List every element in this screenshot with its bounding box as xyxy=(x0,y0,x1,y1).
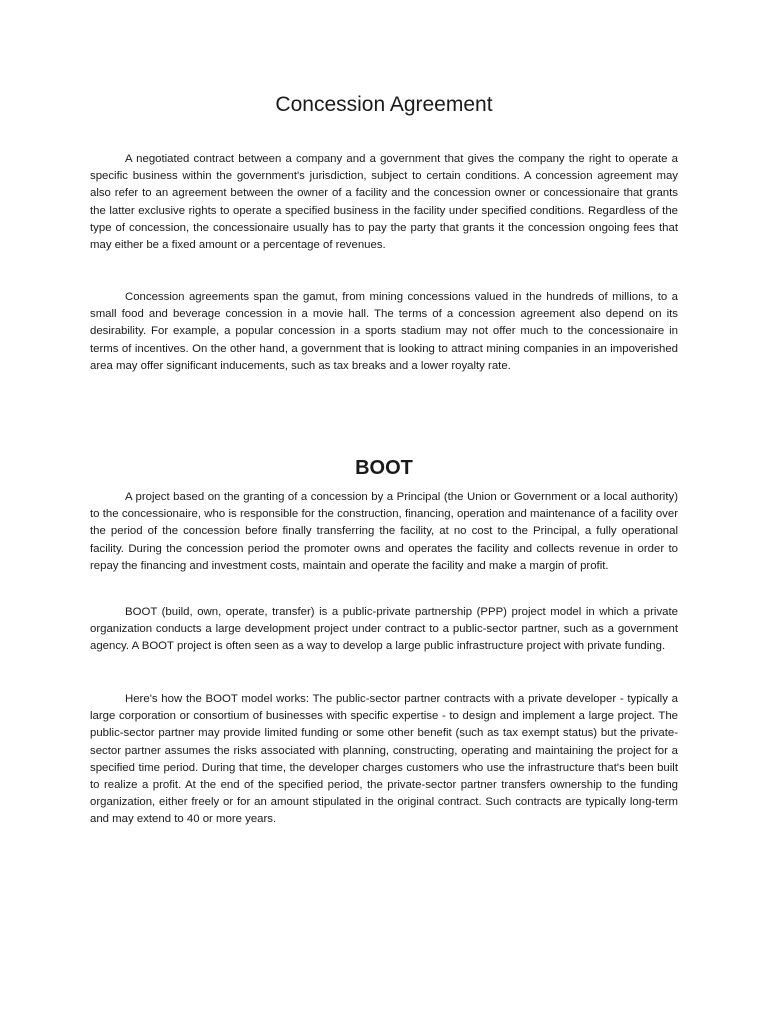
boot-section-heading: BOOT xyxy=(355,457,413,479)
intro-paragraph-1: A negotiated contract between a company and a government that gives the company the right to operate a specific business within the government's jurisdiction, subject to certain conditions. A concession agreement may also refer to an agreement between the owner of a facility and the concession owner or concessionaire that grants the latter exclusive rights to operate a specified business in the facility under specified conditions. Regardless of the type of concession, the concessionaire usually has to pay the party that grants it the concession ongoing fees that may either be a fixed amount or a percentage of revenues. xyxy=(90,153,678,252)
intro-paragraph-2: Concession agreements span the gamut, from mining concessions valued in the hundreds of millions, to a small food and beverage concession in a movie hall. The terms of a concession agreement also depend on its desirability. For example, a popular concession in a sports stadium may not offer much to the concessionaire in terms of incentives. On the other hand, a government that is looking to attract mining companies in an impoverished area may offer significant inducements, such as tax breaks and a lower royalty rate. xyxy=(90,291,678,372)
boot-paragraph-1: A project based on the granting of a concession by a Principal (the Union or Government or a local authority) to the concessionaire, who is responsible for the construction, financing, operation and maintenance of a facility over the period of the concession before finally transferring the facility, at no cost to the Principal, a fully operational facility. During the concession period the promoter owns and operates the facility and collects revenue in order to repay the financing and investment costs, maintain and operate the facility and make a margin of profit. xyxy=(90,491,678,572)
boot-paragraph-2: BOOT (build, own, operate, transfer) is a public-private partnership (PPP) project model in which a private organization conducts a large development project under contract to a public-sector partner, such as a government agency. A BOOT project is often seen as a way to develop a large public infrastructure project with private funding. xyxy=(90,606,678,653)
page-title: Concession Agreement xyxy=(275,93,493,116)
boot-paragraph-3: Here's how the BOOT model works: The public-sector partner contracts with a private developer - typically a large corporation or consortium of businesses with specific expertise - to design and implement a large project. The public-sector partner may provide limited funding or some other benefit (such as tax exempt status) but the private-sector partner assumes the risks associated with planning, constructing, operating and maintaining the project for a specified time period. During that time, the developer charges customers who use the infrastructure that's been built to realize a profit. At the end of the specified period, the private-sector partner transfers ownership to the funding organization, either freely or for an amount stipulated in the original contract. Such contracts are typically long-term and may extend to 40 or more years. xyxy=(90,693,678,826)
